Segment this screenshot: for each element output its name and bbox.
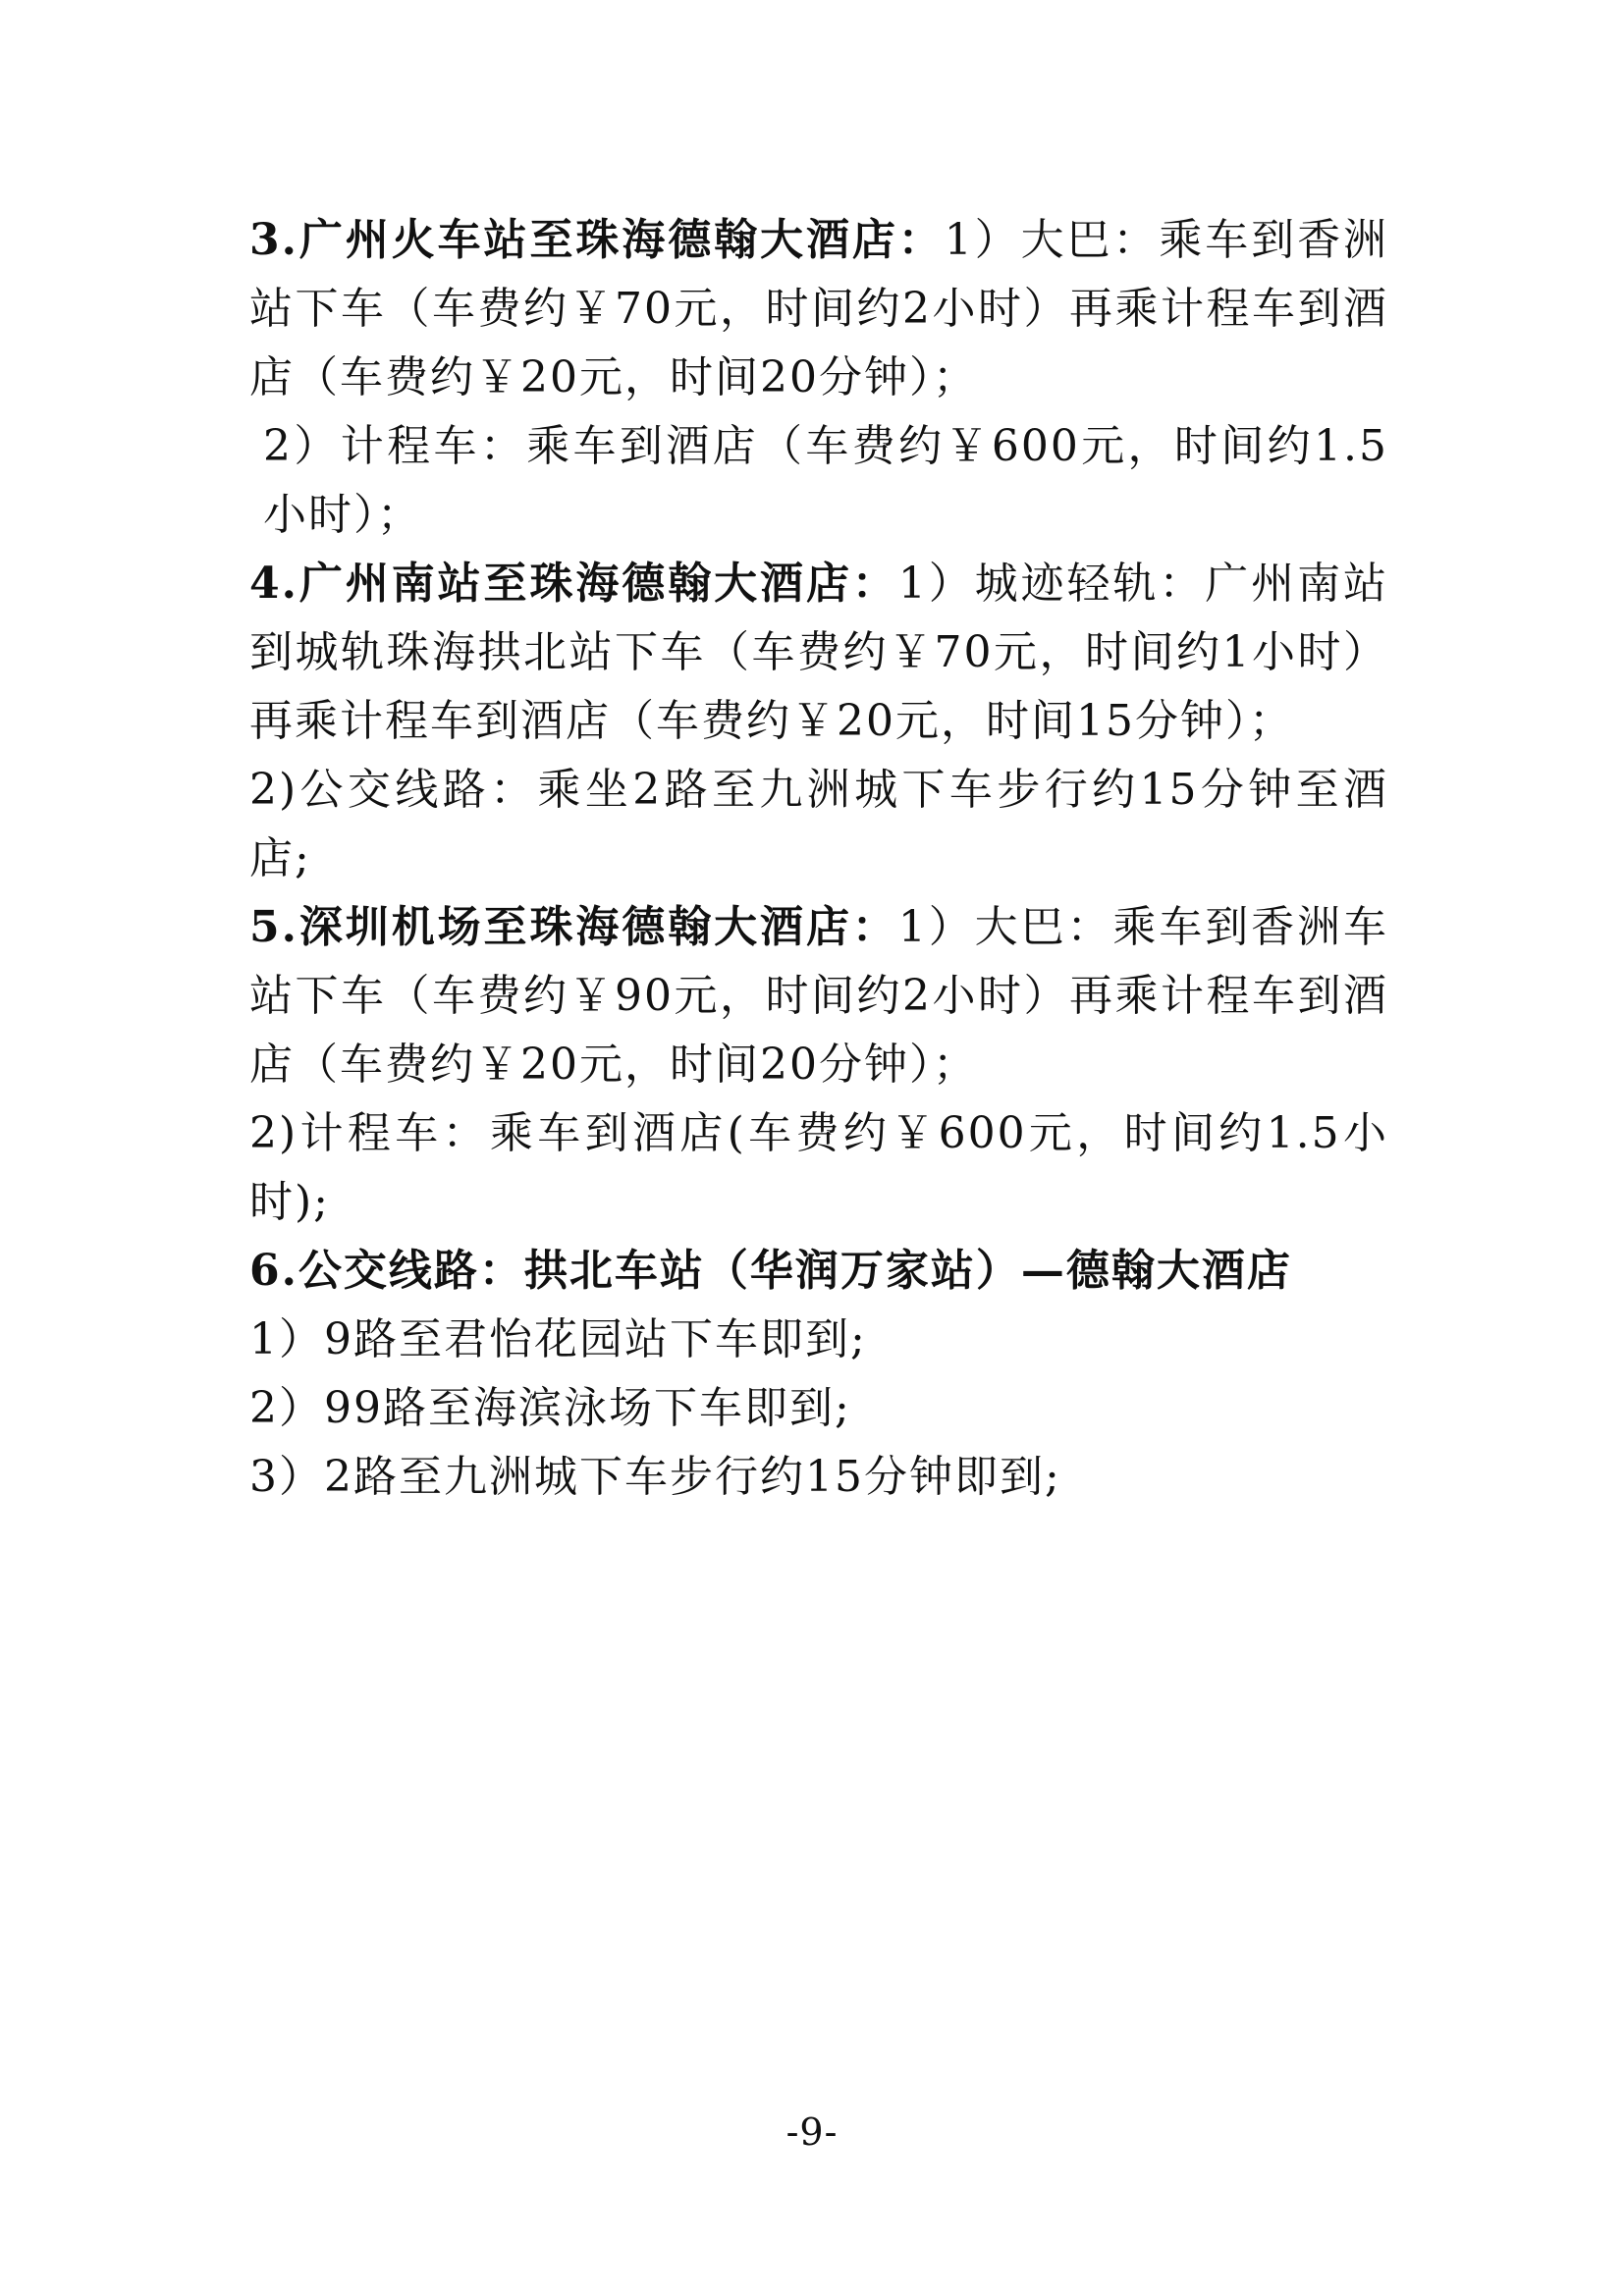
section-6-route-1-text: 1）9路至君怡花园站下车即到; [249, 1314, 867, 1364]
section-3-heading: 3.广州火车站至珠海德翰大酒店： [249, 215, 945, 265]
section-5-heading: 5.深圳机场至珠海德翰大酒店： [249, 902, 898, 952]
section-3-paragraph [249, 206, 1388, 412]
section-5-text: 1）大巴：乘车到香洲车站下车（车费约￥90元，时间约2小时）再乘计程车到酒店（车费约￥20元，时间20分钟）； [249, 902, 1388, 1090]
section-6-route-2 [249, 1374, 1388, 1443]
section-6-route-1 [249, 1306, 1388, 1374]
section-4-option-2 [249, 756, 1388, 893]
document-content [249, 206, 1388, 1512]
section-6-route-2-text: 2）99路至海滨泳场下车即到; [249, 1383, 851, 1433]
section-3-option-2 [249, 412, 1388, 550]
section-5-option-2-text: 2)计程车：乘车到酒店(车费约￥600元，时间约1.5小时); [249, 1108, 1388, 1227]
page-number: -9- [785, 2110, 839, 2154]
section-4-heading: 4.广州南站至珠海德翰大酒店： [249, 559, 898, 609]
section-3-option-2-text: 2）计程车：乘车到酒店（车费约￥600元，时间约1.5小时）； [263, 421, 1388, 540]
section-6-route-3 [249, 1443, 1388, 1512]
section-4-text: 1）城迹轻轨：广州南站到城轨珠海拱北站下车（车费约￥70元，时间约1小时）再乘计程车到酒店（车费约￥20元，时间15分钟）； [249, 559, 1388, 746]
section-4-option-2-text: 2)公交线路：乘坐2路至九洲城下车步行约15分钟至酒店; [249, 765, 1388, 883]
section-5-option-2 [249, 1099, 1388, 1237]
section-6-paragraph [249, 1237, 1388, 1306]
section-6-route-3-text: 3）2路至九洲城下车步行约15分钟即到; [249, 1452, 1061, 1502]
section-3-text: 1）大巴：乘车到香洲站下车（车费约￥70元，时间约2小时）再乘计程车到酒店（车费约￥20元，时间20分钟）； [249, 215, 1389, 402]
section-5-paragraph [249, 893, 1388, 1099]
section-4-paragraph [249, 550, 1388, 756]
section-6-heading: 6.公交线路：拱北车站（华润万家站）—德翰大酒店 [249, 1246, 1292, 1296]
